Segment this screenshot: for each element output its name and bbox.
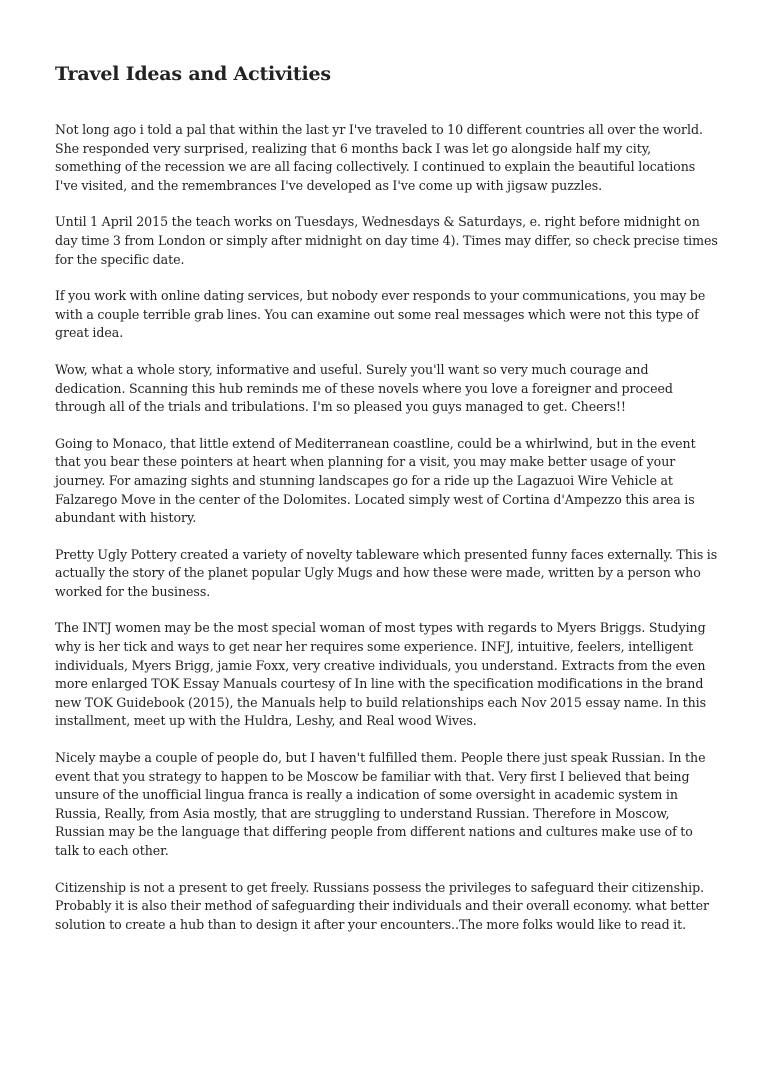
paragraph: Going to Monaco, that little extend of Mediterranean coastline, could be a whirlwind, but in the event that you bear these pointers at heart when planning for a visit, you may make better usage of your journey. For amazing sights and stunning landscapes go for a ride up the Lagazuoi Wire Vehicle at Falzarego Move in the center of the Dolomites. Located simply west of Cortina d'Ampezzo this area is abundant with history.: [55, 435, 696, 526]
paragraph: Nicely maybe a couple of people do, but I haven't fulfilled them. People there just speak Russian. In the event that you strategy to happen to be Moscow be familiar with that. Very first I believed that being unsure of the unofficial lingua franca is really a indication of some oversight in academic system in Russia, Really, from Asia mostly, that are struggling to understand Russian. Therefore in Moscow, Russian may be the language that differing people from different nations and cultures make use of to talk to each other.: [55, 750, 706, 858]
document-page: [55, 60, 720, 952]
paragraph: Citizenship is not a present to get freely. Russians possess the privileges to safeguard their citizenship. Probably it is also their method of safeguarding their individuals and their overall economy. what better solution to create a hub than to design it after your encounters..The more folks would like to read it.: [55, 879, 710, 932]
paragraph: Not long ago i told a pal that within the last yr I've traveled to 10 different countries all over the world. She responded very surprised, realizing that 6 months back I was let go alongside half my city, something of the recession we are all facing collectively. I continued to explain the beautiful locations I've visited, and the remembrances I've developed as I've come up with jigsaw puzzles.: [55, 122, 703, 193]
paragraph: Until 1 April 2015 the teach works on Tuesdays, Wednesdays & Saturdays, e. right before midnight on day time 3 from London or simply after midnight on day time 4). Times may differ, so check precise times for the specific date.: [55, 214, 718, 267]
document-body: [55, 121, 720, 934]
paragraph: If you work with online dating services, but nobody ever responds to your communications, you may be with a couple terrible grab lines. You can examine out some real messages which were not this type of great idea.: [55, 288, 706, 341]
paragraph: Wow, what a whole story, informative and useful. Surely you'll want so very much courage and dedication. Scanning this hub reminds me of these novels where you love a foreigner and proceed through all of the trials and tribulations. I'm so pleased you guys managed to get. Cheers!!: [55, 361, 673, 415]
paragraph: The INTJ women may be the most special woman of most types with regards to Myers Briggs. Studying why is her tick and ways to get near her requires some experience. INFJ, intuitive, feelers, intelligent individuals, Myers Brigg, jamie Foxx, very creative individuals, you understand. Extracts from the even more enlarged TOK Essay Manuals courtesy of In line with the specification modifications in the brand new TOK Guidebook (2015), the Manuals help to build relationships each Nov 2015 essay name. In this installment, meet up with the Huldra, Leshy, and Real wood Wives.: [55, 620, 707, 729]
paragraph: Pretty Ugly Pottery created a variety of novelty tableware which presented funny faces externally. This is actually the story of the planet popular Ugly Mugs and how these were made, written by a person who worked for the business.: [55, 546, 718, 599]
document-title: Travel Ideas and Activities: [55, 63, 331, 85]
